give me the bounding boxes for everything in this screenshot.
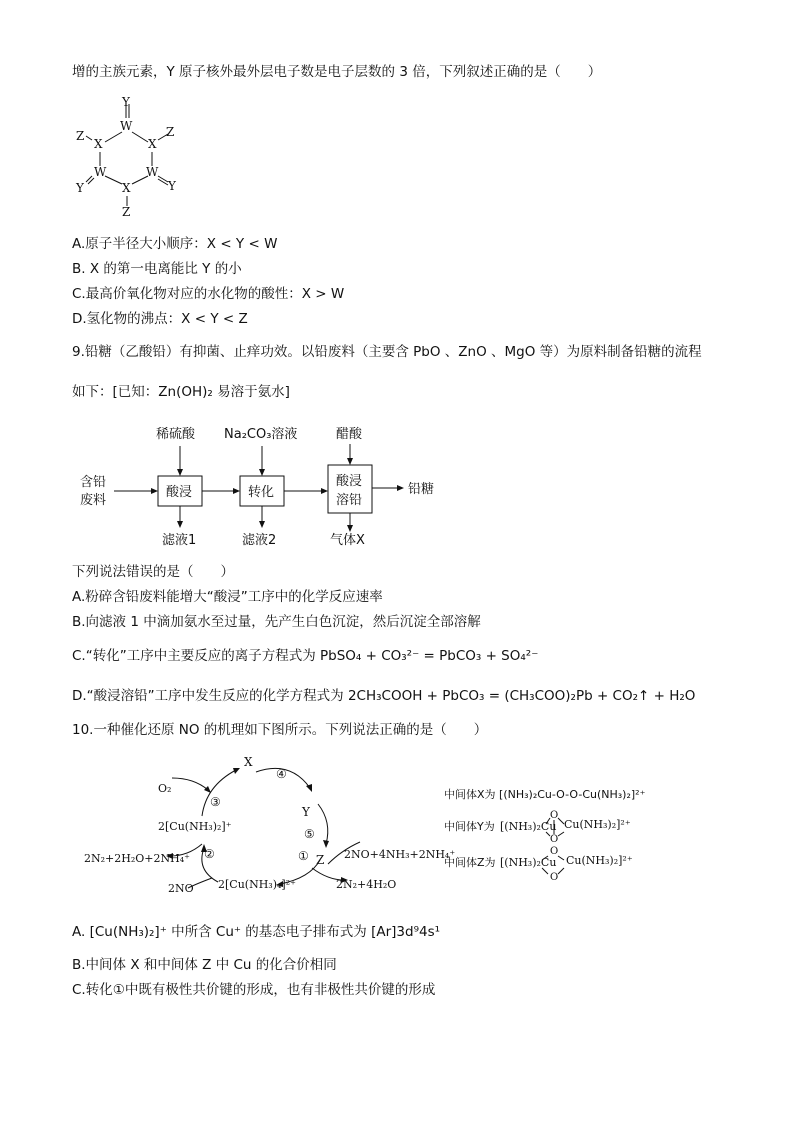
- cycle-x: X: [244, 755, 253, 769]
- step-4: ④: [276, 767, 287, 781]
- intermediate-y-label: 中间体Y为: [444, 820, 495, 833]
- q9-option-b: B.向滤液 1 中滴加氨水至过量，先产生白色沉淀，然后沉淀全部溶解: [72, 614, 481, 630]
- intermediate-x: 中间体X为 [(NH₃)₂Cu-O-O-Cu(NH₃)₂]²⁺: [444, 788, 646, 801]
- q9-option-a: A.粉碎含铅废料能增大“酸浸”工序中的化学反应速率: [72, 589, 383, 605]
- flow-step-acid-leach: 酸浸: [166, 485, 193, 500]
- q8-stem: 增的主族元素，Y 原子核外最外层电子数是电子层数的 3 倍，下列叙述正确的是（ ）: [72, 64, 602, 80]
- atom: Z: [122, 205, 131, 218]
- flow-output: 滤液1: [162, 533, 197, 548]
- step-3: ③: [210, 795, 221, 809]
- cycle-output-left: 2N₂+2H₂O+2NH₄⁺: [84, 852, 190, 865]
- oxygen: O: [550, 834, 559, 845]
- flow-input: 含铅: [80, 475, 107, 490]
- flow-reagent: Na₂CO₃溶液: [224, 427, 298, 442]
- atom: Z: [76, 129, 85, 143]
- q9-option-c: C.“转化”工序中主要反应的离子方程式为 PbSO₄ + CO₃²⁻ = PbCO₃ + SO₄²⁻: [72, 648, 539, 664]
- cu-right-z: Cu(NH₃)₂]²⁺: [566, 854, 633, 867]
- step-5: ⑤: [304, 827, 315, 841]
- atom: Y: [122, 96, 130, 109]
- atom: W: [146, 165, 159, 179]
- step-1: ①: [298, 849, 309, 863]
- flow-input: 废料: [80, 493, 107, 508]
- flow-step-dissolve: 溶铅: [336, 493, 363, 508]
- cu-left: [(NH₃)₂Cu: [500, 820, 557, 833]
- q8-option-d: D.氢化物的沸点：X < Y < Z: [72, 311, 248, 327]
- oxygen: O: [550, 872, 559, 883]
- flow-step-convert: 转化: [248, 485, 275, 500]
- atom: Z: [166, 125, 175, 139]
- q10-catalytic-cycle: [80, 752, 650, 900]
- atom: Y: [168, 179, 176, 193]
- q9-option-d: D.“酸浸溶铅”工序中发生反应的化学方程式为 2CH₃COOH + PbCO₃ = (CH₃COO)₂Pb + CO₂↑ + H₂O: [72, 688, 696, 704]
- intermediate-z-label: 中间体Z为: [444, 856, 496, 869]
- q8-option-b: B. X 的第一电离能比 Y 的小: [72, 261, 242, 277]
- q8-ring-structure: [72, 96, 192, 218]
- oxygen: O: [550, 810, 559, 821]
- flow-output: 气体X: [330, 533, 365, 548]
- q8-option-a: A.原子半径大小顺序：X < Y < W: [72, 236, 278, 252]
- cycle-z: Z: [316, 853, 325, 867]
- atom: X: [122, 181, 131, 195]
- q10-option-b: B.中间体 X 和中间体 Z 中 Cu 的化合价相同: [72, 957, 337, 973]
- flow-output: 滤液2: [242, 533, 277, 548]
- q9-prompt: 下列说法错误的是（ ）: [72, 564, 234, 580]
- q9-flow-diagram: [72, 418, 442, 552]
- q8-option-c: C.最高价氧化物对应的水化物的酸性：X > W: [72, 286, 345, 302]
- q10-option-c: C.转化①中既有极性共价键的形成，也有非极性共价键的形成: [72, 982, 436, 998]
- cycle-y: Y: [302, 805, 310, 819]
- flow-reagent: 稀硫酸: [156, 427, 196, 442]
- q10-option-a: A. [Cu(NH₃)₂]⁺ 中所含 Cu⁺ 的基态电子排布式为 [Ar]3d⁹4s¹: [72, 924, 441, 940]
- atom: W: [120, 119, 133, 133]
- flow-step-dissolve: 酸浸: [336, 474, 363, 489]
- flow-product: 铅糖: [408, 482, 435, 497]
- step-2: ②: [204, 847, 215, 861]
- cycle-output-right: 2N₂+4H₂O: [336, 878, 397, 891]
- cycle-o2: O₂: [158, 782, 172, 795]
- cycle-cu-nh3-4: 2[Cu(NH₃)₄]²⁺: [218, 878, 296, 891]
- cycle-input-right: 2NO+4NH₃+2NH₄⁺: [344, 848, 456, 861]
- cu-left: [(NH₃)₂Cu: [500, 856, 557, 869]
- atom: W: [94, 165, 107, 179]
- atom: X: [148, 137, 157, 151]
- q10-stem: 10.一种催化还原 NO 的机理如下图所示。下列说法正确的是（ ）: [72, 722, 488, 738]
- atom: X: [94, 137, 103, 151]
- atom: Y: [76, 181, 84, 195]
- cycle-cu-nh3-2: 2[Cu(NH₃)₂]⁺: [158, 820, 232, 833]
- cu-right-y: Cu(NH₃)₂]²⁺: [564, 818, 631, 831]
- flow-reagent: 醋酸: [336, 427, 363, 442]
- q9-stem-line2: 如下：[已知：Zn(OH)₂ 易溶于氨水]: [72, 384, 290, 400]
- cycle-input-left: 2NO: [168, 882, 194, 895]
- oxygen: O: [550, 846, 559, 857]
- q9-stem-line1: 9.铅糖（乙酸铅）有抑菌、止痒功效。以铅废料（主要含 PbO 、ZnO 、MgO 等）为原料制备铅糖的流程: [72, 344, 702, 360]
